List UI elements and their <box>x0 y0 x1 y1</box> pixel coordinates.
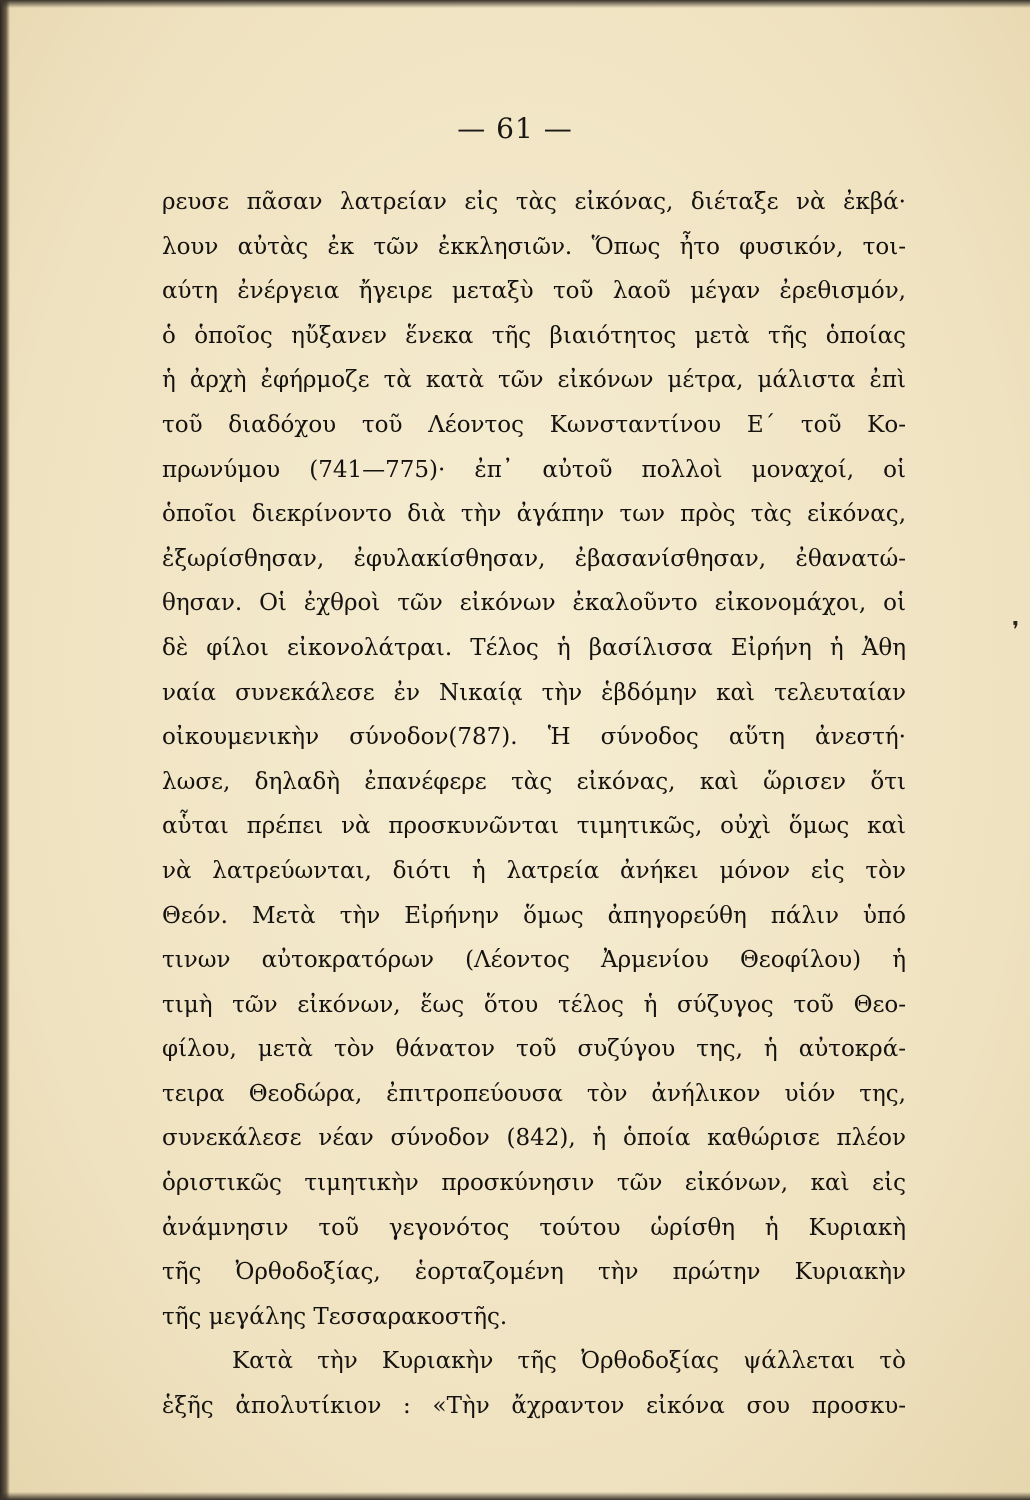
text-line: οἰκουμενικὴν σύνοδον(787). Ἡ σύνοδος αὕτη ἀνεστή· <box>162 724 906 751</box>
text-line: λωσε, δηλαδὴ ἐπανέφερε τὰς εἰκόνας, καὶ ὥρισεν ὅτι <box>162 768 906 795</box>
text-line: ἐξωρίσθησαν, ἐφυλακίσθησαν, ἐβασανίσθησαν, ἐθανατώ- <box>162 545 906 572</box>
text-line: τιμὴ τῶν εἰκόνων, ἕως ὅτου τέλος ἡ σύζυγος τοῦ Θεο- <box>162 991 906 1018</box>
text-line: δὲ φίλοι εἰκονολάτραι. Τέλος ἡ βασίλισσα Εἰρήνη ἡ Ἀθη <box>162 634 906 661</box>
text-line: θησαν. Οἱ ἐχθροὶ τῶν εἰκόνων ἐκαλοῦντο εἰκονομάχοι, οἱ <box>162 590 906 617</box>
text-line: ὁποῖοι διεκρίνοντο διὰ τὴν ἀγάπην των πρὸς τὰς εἰκόνας, <box>162 501 906 528</box>
page-edge-left-shadow <box>0 0 10 1500</box>
text-line: πρωνύμου (741—775)· ἐπ᾽ αὐτοῦ πολλοὶ μοναχοί, οἱ <box>162 456 906 483</box>
text-line: συνεκάλεσε νέαν σύνοδον (842), ἡ ὁποία καθώρισε πλέον <box>162 1125 906 1152</box>
text-line: αύτη ἐνέργεια ἤγειρε μεταξὺ τοῦ λαοῦ μέγαν ἐρεθισμόν, <box>162 278 906 305</box>
page-number: — 61 — <box>457 112 573 145</box>
text-line: τῆς μεγάλης Τεσσαρακοστῆς. <box>162 1303 508 1330</box>
text-line: τοῦ διαδόχου τοῦ Λέοντος Κωνσταντίνου Ε΄ τοῦ Κο- <box>162 411 906 438</box>
text-line: Θεόν. Μετὰ τὴν Εἰρήνην ὅμως ἀπηγορεύθη πάλιν ὑπό <box>162 902 906 929</box>
text-line: Κατὰ τὴν Κυριακὴν τῆς Ὀρθοδοξίας ψάλλεται τὸ <box>232 1348 906 1375</box>
text-line: ρευσε πᾶσαν λατρείαν εἰς τὰς εἰκόνας, διέταξε νὰ ἐκβά· <box>162 189 906 215</box>
text-line: τινων αὐτοκρατόρων (Λέοντος Ἀρμενίου Θεοφίλου) ἡ <box>162 947 906 974</box>
text-line: ὁ ὁποῖος ηὔξανεν ἕνεκα τῆς βιαιότητος μετὰ τῆς ὁποίας <box>162 322 906 349</box>
text-line: τῆς Ὀρθοδοξίας, ἑορταζομένη τὴν πρώτην Κυριακὴν <box>162 1259 906 1286</box>
margin-ink-mark: ❜ <box>1012 618 1020 643</box>
text-line: λουν αὐτὰς ἐκ τῶν ἐκκλησιῶν. Ὅπως ἦτο φυσικόν, τοι- <box>162 233 906 260</box>
text-line: ὁριστικῶς τιμητικὴν προσκύνησιν τῶν εἰκόνων, καὶ εἰς <box>162 1170 906 1197</box>
text-line: αὗται πρέπει νὰ προσκυνῶνται τιμητικῶς, οὐχὶ ὅμως καὶ <box>162 813 906 840</box>
text-line: ναία συνεκάλεσε ἐν Νικαίᾳ τὴν ἑβδόμην καὶ τελευταίαν <box>162 679 906 706</box>
text-line: ἑξῆς ἀπολυτίκιον : «Τὴν ἄχραντον εἰκόνα σου προσκυ- <box>162 1393 906 1420</box>
text-line: νὰ λατρεύωνται, διότι ἡ λατρεία ἀνήκει μόνον εἰς τὸν <box>162 857 906 884</box>
text-line: φίλου, μετὰ τὸν θάνατον τοῦ συζύγου της, ἡ αὐτοκρά- <box>162 1036 906 1063</box>
page-edge-bottom-shadow <box>0 1492 1030 1500</box>
text-line: ἀνάμνησιν τοῦ γεγονότος τούτου ὡρίσθη ἡ Κυριακὴ <box>162 1214 906 1241</box>
text-line: ἡ ἀρχὴ ἐφήρμοζε τὰ κατὰ τῶν εἰκόνων μέτρα, μάλιστα ἐπὶ <box>162 367 906 394</box>
body-text <box>162 180 906 1429</box>
page-edge-top-shadow <box>0 0 1030 8</box>
text-line: τειρα Θεοδώρα, ἐπιτροπεύουσα τὸν ἀνήλικον υἱόν της, <box>162 1080 906 1107</box>
